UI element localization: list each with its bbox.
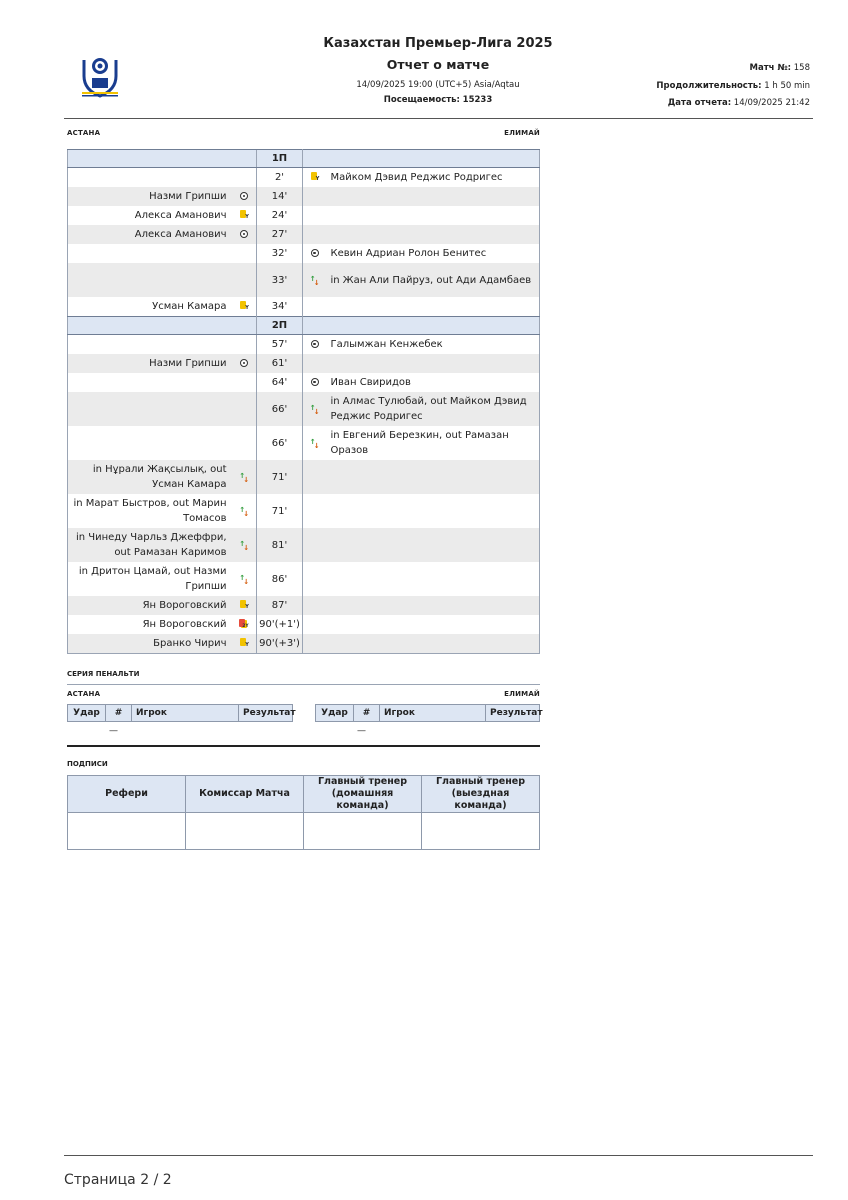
home-event-text: Назми Грипши [68, 354, 233, 373]
sig-home-coach-box[interactable] [304, 813, 422, 850]
home-event-icon-cell [233, 596, 257, 615]
event-minute: 34' [257, 297, 303, 317]
yellow-card-icon [239, 301, 249, 312]
away-event-text [327, 596, 540, 615]
event-row [68, 373, 540, 392]
away-event-icon-cell [303, 206, 327, 225]
match-number [750, 63, 810, 73]
event-minute: 32' [257, 244, 303, 263]
event-minute: 61' [257, 354, 303, 373]
event-row [68, 354, 540, 373]
event-row [68, 426, 540, 460]
home-event-text: in Чинеду Чарльз Джеффри, out Рамазан Каримов [68, 528, 233, 562]
away-event-text [327, 634, 540, 654]
match-datetime: 14/09/2025 19:00 (UTC+5) Asia/Aqtau [356, 80, 520, 90]
sig-away-coach: Главный тренер (выездная команда) [422, 776, 540, 813]
event-row [68, 168, 540, 188]
event-minute: 33' [257, 263, 303, 297]
penalties-home-empty: — [109, 726, 118, 736]
goal-icon [240, 359, 248, 367]
away-event-icon-cell [303, 244, 327, 263]
away-event-text: Кевин Адриан Ролон Бенитес [330, 248, 487, 259]
event-minute: 66' [257, 392, 303, 426]
away-event-text: in Евгений Березкин, out Рамазан Оразов [330, 430, 509, 456]
home-event-icon-cell [233, 225, 257, 244]
header-divider [64, 118, 813, 119]
home-event-icon-cell [233, 297, 257, 317]
home-event-text: Алекса Аманович [134, 210, 227, 221]
home-event-icon-cell [233, 373, 257, 392]
away-event-icon-cell [303, 615, 327, 634]
report-date-label: Дата отчета: [667, 98, 732, 108]
sig-commissioner-box[interactable] [186, 813, 304, 850]
duration-value: 1 h 50 min [764, 81, 810, 91]
penalties-away-empty: — [357, 726, 366, 736]
footer-divider [64, 1155, 813, 1156]
away-event-icon-cell [303, 335, 327, 355]
event-row [68, 494, 540, 528]
period-header [68, 150, 540, 168]
event-minute: 81' [257, 528, 303, 562]
penalties-bottom-rule [67, 745, 540, 747]
event-minute: 90'(+3') [257, 634, 303, 654]
home-event-text [68, 392, 233, 426]
away-event-icon-cell [303, 354, 327, 373]
away-event-text [327, 206, 540, 225]
home-event-icon-cell [233, 244, 257, 263]
event-minute: 71' [257, 494, 303, 528]
yellow-card-icon [239, 210, 249, 221]
away-event-text: in Алмас Тулюбай, out Майком Дэвид Реджис Родригес [327, 392, 540, 426]
away-event-icon-cell [303, 373, 327, 392]
away-event-text [327, 225, 540, 244]
col-player: Игрок [132, 705, 239, 722]
event-row [68, 528, 540, 562]
sig-referee-box[interactable] [68, 813, 186, 850]
report-date-value: 14/09/2025 21:42 [733, 98, 810, 108]
penalties-section-title: СЕРИЯ ПЕНАЛЬТИ [67, 670, 140, 678]
away-event-icon-cell [303, 426, 327, 460]
col-number: # [106, 705, 132, 722]
away-event-icon-cell [303, 494, 327, 528]
penalties-home-team: АСТАНА [67, 690, 101, 698]
yellow-card-icon [310, 172, 320, 183]
match-number-value: 158 [793, 63, 810, 73]
period-label: 1П [257, 150, 303, 168]
home-event-icon-cell [233, 615, 257, 634]
home-event-text [68, 263, 233, 297]
goal-icon [311, 249, 319, 257]
goal-icon [311, 378, 319, 386]
match-number-label: Матч №: [749, 63, 792, 73]
home-event-text [68, 426, 233, 460]
away-event-icon-cell [303, 297, 327, 317]
event-minute: 57' [257, 335, 303, 355]
home-event-icon-cell [233, 460, 257, 494]
sig-home-coach: Главный тренер (домашняя команда) [304, 776, 422, 813]
col-result: Результат [239, 705, 293, 722]
report-date [668, 98, 810, 108]
away-event-icon-cell [303, 187, 327, 206]
home-event-icon-cell [233, 335, 257, 355]
event-row [68, 460, 540, 494]
second-yellow-card-icon [239, 619, 249, 630]
report-subtitle: Отчет о матче [386, 57, 490, 72]
home-event-text: Усман Камара [152, 301, 227, 312]
event-minute: 87' [257, 596, 303, 615]
duration-label: Продолжительность: [656, 81, 762, 91]
events-table [67, 149, 540, 654]
home-event-icon-cell [233, 392, 257, 426]
home-event-text [68, 335, 233, 355]
home-event-icon-cell [233, 494, 257, 528]
col-player: Игрок [380, 705, 486, 722]
away-event-icon-cell [303, 168, 327, 188]
attendance-value: 15233 [462, 95, 493, 105]
away-event-text: in Жан Али Пайруз, out Ади Адамбаев [327, 263, 540, 297]
home-event-text: in Марат Быстров, out Марин Томасов [73, 498, 227, 524]
away-event-text [327, 615, 540, 634]
event-row [68, 206, 540, 225]
away-event-icon-cell [303, 528, 327, 562]
home-event-icon-cell [233, 187, 257, 206]
event-minute: 24' [257, 206, 303, 225]
home-event-icon-cell [233, 168, 257, 188]
away-event-text: Майком Дэвид Реджис Родригес [330, 172, 503, 183]
away-event-icon-cell [303, 562, 327, 596]
event-minute: 14' [257, 187, 303, 206]
event-row [68, 225, 540, 244]
goal-icon [240, 192, 248, 200]
attendance-label: Посещаемость: [383, 95, 460, 105]
penalties-home-table [67, 704, 296, 722]
away-event-icon-cell [303, 460, 327, 494]
period-header [68, 317, 540, 335]
sig-commissioner: Комиссар Матча [186, 776, 304, 813]
signatures-section-title: ПОДПИСИ [67, 760, 108, 768]
away-event-text: Иван Свиридов [330, 377, 411, 388]
col-shot: Удар [68, 705, 106, 722]
event-row [68, 297, 540, 317]
penalties-away-team: ЕЛИМАЙ [504, 690, 540, 698]
away-event-text [327, 460, 540, 494]
away-event-icon-cell [303, 596, 327, 615]
substitution-icon [239, 573, 249, 584]
away-event-text [327, 354, 540, 373]
event-minute: 71' [257, 460, 303, 494]
home-event-icon-cell [233, 634, 257, 654]
event-minute: 2' [257, 168, 303, 188]
goal-icon [240, 230, 248, 238]
substitution-icon [310, 403, 320, 414]
page-title: Казахстан Премьер-Лига 2025 [323, 36, 553, 51]
away-event-icon-cell [303, 263, 327, 297]
sig-referee: Рефери [68, 776, 186, 813]
page-number: Страница 2 / 2 [64, 1172, 172, 1188]
sig-away-coach-box[interactable] [422, 813, 540, 850]
home-event-text: Назми Грипши [68, 187, 233, 206]
substitution-icon [239, 471, 249, 482]
duration [656, 81, 810, 91]
home-event-text: Ян Вороговский [142, 619, 227, 630]
period-label: 2П [257, 317, 303, 335]
home-event-text: in Дритон Цамай, out Назми Грипши [78, 566, 227, 592]
home-event-icon-cell [233, 354, 257, 373]
event-row [68, 596, 540, 615]
substitution-icon [310, 437, 320, 448]
away-event-text [327, 562, 540, 596]
goal-icon [311, 340, 319, 348]
home-team-name: АСТАНА [67, 129, 101, 137]
event-row [68, 244, 540, 263]
home-event-icon-cell [233, 426, 257, 460]
event-minute: 27' [257, 225, 303, 244]
event-row [68, 615, 540, 634]
event-row [68, 187, 540, 206]
event-minute: 64' [257, 373, 303, 392]
home-event-icon-cell [233, 528, 257, 562]
event-row [68, 335, 540, 355]
event-row [68, 634, 540, 654]
yellow-card-icon [239, 638, 249, 649]
away-event-text [327, 297, 540, 317]
signatures-table [67, 775, 540, 850]
home-event-text: in Нұрали Жақсылық, out Усман Камара [68, 460, 233, 494]
away-event-icon-cell [303, 392, 327, 426]
col-number: # [354, 705, 380, 722]
home-event-text: Ян Вороговский [68, 596, 233, 615]
substitution-icon [310, 274, 320, 285]
away-event-icon-cell [303, 634, 327, 654]
event-minute: 66' [257, 426, 303, 460]
substitution-icon [239, 539, 249, 550]
event-row [68, 392, 540, 426]
home-event-text [68, 373, 233, 392]
event-row [68, 562, 540, 596]
home-event-text: Бранко Чирич [68, 634, 233, 654]
home-event-text [68, 244, 233, 263]
event-minute: 90'(+1') [257, 615, 303, 634]
away-event-text: Галымжан Кенжебек [330, 339, 443, 350]
home-event-text [68, 168, 233, 188]
yellow-card-icon [239, 600, 249, 611]
away-event-text [327, 528, 540, 562]
col-shot: Удар [316, 705, 354, 722]
away-team-name: ЕЛИМАЙ [504, 129, 540, 137]
away-event-text [327, 494, 540, 528]
event-row [68, 263, 540, 297]
substitution-icon [239, 505, 249, 516]
home-event-icon-cell [233, 263, 257, 297]
event-minute: 86' [257, 562, 303, 596]
home-event-text: Алекса Аманович [68, 225, 233, 244]
away-event-text [327, 187, 540, 206]
penalties-away-table [315, 704, 543, 722]
col-result: Результат [486, 705, 540, 722]
home-event-icon-cell [233, 562, 257, 596]
away-event-icon-cell [303, 225, 327, 244]
penalties-divider [67, 684, 540, 685]
home-event-icon-cell [233, 206, 257, 225]
